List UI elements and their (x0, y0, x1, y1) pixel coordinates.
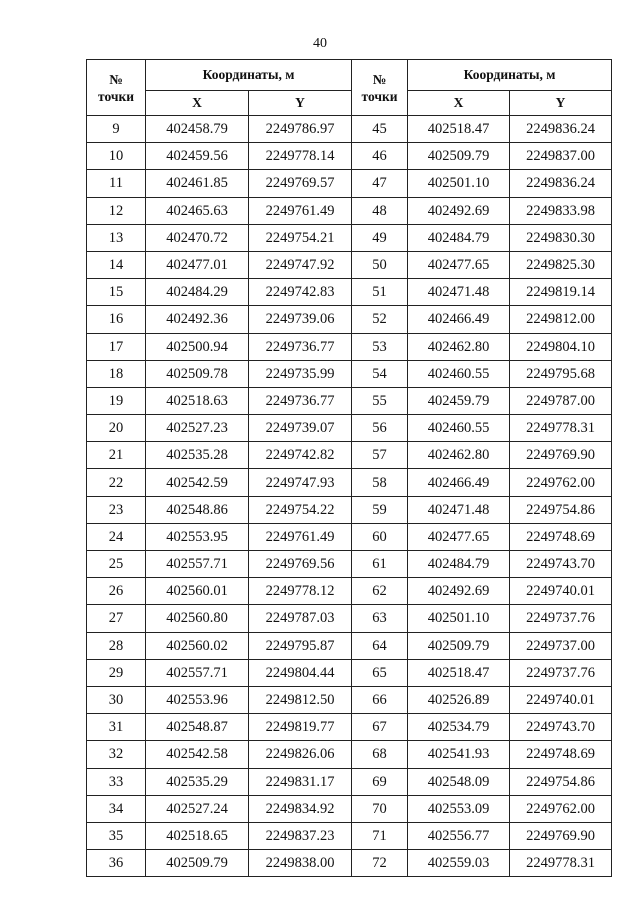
x-value-right: 402518.47 (408, 116, 510, 143)
number-sign: № (372, 71, 387, 87)
point-number-left: 21 (87, 442, 146, 469)
x-value-left: 402542.58 (146, 741, 249, 768)
point-number-right: 68 (352, 741, 408, 768)
point-number-left: 11 (87, 170, 146, 197)
x-value-left: 402560.01 (146, 578, 249, 605)
y-value-left: 2249819.77 (249, 714, 352, 741)
table-row (87, 224, 612, 251)
y-value-right: 2249819.14 (510, 279, 612, 306)
table-row (87, 605, 612, 632)
table-row (87, 496, 612, 523)
y-value-left: 2249735.99 (249, 360, 352, 387)
point-number-right: 62 (352, 578, 408, 605)
table-row (87, 741, 612, 768)
x-value-right: 402471.48 (408, 496, 510, 523)
x-value-right: 402553.09 (408, 795, 510, 822)
coordinates-header-right: Координаты, м (408, 60, 612, 91)
point-number-right: 56 (352, 415, 408, 442)
point-number-right: 46 (352, 143, 408, 170)
x-value-right: 402462.80 (408, 442, 510, 469)
table-row (87, 850, 612, 877)
x-value-left: 402458.79 (146, 116, 249, 143)
point-number-left: 9 (87, 116, 146, 143)
x-value-right: 402492.69 (408, 578, 510, 605)
x-value-right: 402484.79 (408, 224, 510, 251)
table-row (87, 714, 612, 741)
x-value-left: 402560.02 (146, 632, 249, 659)
y-value-left: 2249826.06 (249, 741, 352, 768)
y-value-right: 2249825.30 (510, 251, 612, 278)
x-value-right: 402548.09 (408, 768, 510, 795)
x-value-left: 402535.29 (146, 768, 249, 795)
point-number-right: 53 (352, 333, 408, 360)
y-value-right: 2249762.00 (510, 469, 612, 496)
y-value-left: 2249761.49 (249, 197, 352, 224)
point-number-left: 18 (87, 360, 146, 387)
point-number-left: 19 (87, 387, 146, 414)
y-value-right: 2249837.00 (510, 143, 612, 170)
table-row (87, 469, 612, 496)
table-row (87, 523, 612, 550)
point-number-left: 12 (87, 197, 146, 224)
x-value-right: 402501.10 (408, 170, 510, 197)
y-value-right: 2249737.76 (510, 659, 612, 686)
point-number-right: 60 (352, 523, 408, 550)
table-row (87, 686, 612, 713)
x-value-right: 402459.79 (408, 387, 510, 414)
point-number-left: 28 (87, 632, 146, 659)
y-value-right: 2249804.10 (510, 333, 612, 360)
point-number-left: 35 (87, 822, 146, 849)
point-number-left: 32 (87, 741, 146, 768)
point-number-left: 36 (87, 850, 146, 877)
x-value-left: 402509.79 (146, 850, 249, 877)
y-value-left: 2249739.07 (249, 415, 352, 442)
point-number-left: 23 (87, 496, 146, 523)
table-row (87, 251, 612, 278)
y-value-right: 2249812.00 (510, 306, 612, 333)
x-value-left: 402500.94 (146, 333, 249, 360)
y-value-right: 2249830.30 (510, 224, 612, 251)
y-value-left: 2249778.14 (249, 143, 352, 170)
x-value-left: 402492.36 (146, 306, 249, 333)
y-value-left: 2249787.03 (249, 605, 352, 632)
y-value-right: 2249836.24 (510, 116, 612, 143)
point-label: точки (97, 88, 135, 104)
point-number-right: 49 (352, 224, 408, 251)
point-number-left: 27 (87, 605, 146, 632)
coordinates-header-left: Координаты, м (146, 60, 352, 91)
point-number-right: 58 (352, 469, 408, 496)
y-value-right: 2249740.01 (510, 578, 612, 605)
x-value-right: 402518.47 (408, 659, 510, 686)
y-value-left: 2249739.06 (249, 306, 352, 333)
y-value-right: 2249795.68 (510, 360, 612, 387)
x-header-left: X (146, 91, 249, 116)
y-value-left: 2249736.77 (249, 387, 352, 414)
y-value-right: 2249748.69 (510, 523, 612, 550)
y-value-left: 2249786.97 (249, 116, 352, 143)
x-value-right: 402466.49 (408, 306, 510, 333)
x-value-right: 402462.80 (408, 333, 510, 360)
y-value-right: 2249743.70 (510, 551, 612, 578)
x-value-left: 402553.95 (146, 523, 249, 550)
x-value-right: 402541.93 (408, 741, 510, 768)
point-number-header-right (352, 60, 408, 116)
point-number-left: 25 (87, 551, 146, 578)
y-value-right: 2249740.01 (510, 686, 612, 713)
table-row (87, 306, 612, 333)
y-value-right: 2249737.76 (510, 605, 612, 632)
page-number: 40 (313, 36, 327, 51)
table-row (87, 442, 612, 469)
y-value-right: 2249836.24 (510, 170, 612, 197)
point-number-left: 16 (87, 306, 146, 333)
point-number-right: 50 (352, 251, 408, 278)
x-value-left: 402470.72 (146, 224, 249, 251)
x-value-left: 402509.78 (146, 360, 249, 387)
x-value-right: 402501.10 (408, 605, 510, 632)
x-value-left: 402518.63 (146, 387, 249, 414)
table-row (87, 143, 612, 170)
x-value-left: 402560.80 (146, 605, 249, 632)
x-value-left: 402542.59 (146, 469, 249, 496)
y-value-left: 2249804.44 (249, 659, 352, 686)
x-value-left: 402548.86 (146, 496, 249, 523)
x-value-left: 402553.96 (146, 686, 249, 713)
table-row (87, 822, 612, 849)
point-number-right: 72 (352, 850, 408, 877)
y-value-right: 2249743.70 (510, 714, 612, 741)
x-value-right: 402484.79 (408, 551, 510, 578)
y-value-left: 2249778.12 (249, 578, 352, 605)
point-number-right: 47 (352, 170, 408, 197)
y-value-left: 2249834.92 (249, 795, 352, 822)
point-number-right: 48 (352, 197, 408, 224)
point-number-right: 67 (352, 714, 408, 741)
point-number-right: 64 (352, 632, 408, 659)
table-row (87, 795, 612, 822)
table-row (87, 768, 612, 795)
x-value-left: 402527.24 (146, 795, 249, 822)
x-value-left: 402518.65 (146, 822, 249, 849)
x-value-left: 402459.56 (146, 143, 249, 170)
x-value-right: 402477.65 (408, 523, 510, 550)
x-value-left: 402535.28 (146, 442, 249, 469)
y-value-left: 2249769.56 (249, 551, 352, 578)
point-number-left: 33 (87, 768, 146, 795)
point-number-right: 61 (352, 551, 408, 578)
x-value-left: 402527.23 (146, 415, 249, 442)
x-value-right: 402460.55 (408, 360, 510, 387)
point-number-right: 65 (352, 659, 408, 686)
y-value-left: 2249838.00 (249, 850, 352, 877)
point-label: точки (361, 88, 398, 104)
x-value-right: 402477.65 (408, 251, 510, 278)
table-row (87, 387, 612, 414)
y-value-left: 2249736.77 (249, 333, 352, 360)
x-value-right: 402509.79 (408, 143, 510, 170)
y-header-right: Y (510, 91, 612, 116)
point-number-right: 51 (352, 279, 408, 306)
x-value-left: 402477.01 (146, 251, 249, 278)
y-value-right: 2249769.90 (510, 822, 612, 849)
y-value-left: 2249747.93 (249, 469, 352, 496)
x-value-right: 402556.77 (408, 822, 510, 849)
number-sign: № (109, 71, 123, 87)
table-row (87, 659, 612, 686)
x-value-right: 402526.89 (408, 686, 510, 713)
y-value-left: 2249837.23 (249, 822, 352, 849)
y-value-right: 2249787.00 (510, 387, 612, 414)
point-number-right: 52 (352, 306, 408, 333)
table-row (87, 170, 612, 197)
point-number-left: 14 (87, 251, 146, 278)
x-value-left: 402548.87 (146, 714, 249, 741)
point-number-left: 13 (87, 224, 146, 251)
table-row (87, 333, 612, 360)
y-value-right: 2249762.00 (510, 795, 612, 822)
x-value-right: 402534.79 (408, 714, 510, 741)
y-value-right: 2249769.90 (510, 442, 612, 469)
y-value-right: 2249778.31 (510, 415, 612, 442)
point-number-left: 17 (87, 333, 146, 360)
y-header-left: Y (249, 91, 352, 116)
x-value-right: 402559.03 (408, 850, 510, 877)
y-value-left: 2249812.50 (249, 686, 352, 713)
table-row (87, 632, 612, 659)
point-number-right: 59 (352, 496, 408, 523)
point-number-left: 30 (87, 686, 146, 713)
table-row (87, 116, 612, 143)
y-value-left: 2249747.92 (249, 251, 352, 278)
point-number-left: 34 (87, 795, 146, 822)
point-number-right: 63 (352, 605, 408, 632)
point-number-right: 45 (352, 116, 408, 143)
y-value-right: 2249778.31 (510, 850, 612, 877)
y-value-left: 2249795.87 (249, 632, 352, 659)
x-value-left: 402461.85 (146, 170, 249, 197)
coordinates-table (86, 59, 612, 877)
x-value-right: 402509.79 (408, 632, 510, 659)
point-number-left: 10 (87, 143, 146, 170)
y-value-left: 2249769.57 (249, 170, 352, 197)
x-value-right: 402460.55 (408, 415, 510, 442)
point-number-left: 22 (87, 469, 146, 496)
x-value-left: 402484.29 (146, 279, 249, 306)
y-value-left: 2249742.83 (249, 279, 352, 306)
x-header-right: X (408, 91, 510, 116)
x-value-right: 402466.49 (408, 469, 510, 496)
table-row (87, 415, 612, 442)
y-value-left: 2249831.17 (249, 768, 352, 795)
table-row (87, 360, 612, 387)
y-value-left: 2249742.82 (249, 442, 352, 469)
point-number-left: 29 (87, 659, 146, 686)
x-value-right: 402471.48 (408, 279, 510, 306)
point-number-left: 24 (87, 523, 146, 550)
point-number-left: 20 (87, 415, 146, 442)
point-number-left: 31 (87, 714, 146, 741)
point-number-left: 26 (87, 578, 146, 605)
point-number-right: 69 (352, 768, 408, 795)
point-number-header-left (87, 60, 146, 116)
point-number-right: 54 (352, 360, 408, 387)
y-value-right: 2249748.69 (510, 741, 612, 768)
y-value-right: 2249754.86 (510, 768, 612, 795)
table-row (87, 279, 612, 306)
x-value-left: 402557.71 (146, 659, 249, 686)
table-row (87, 551, 612, 578)
y-value-left: 2249754.21 (249, 224, 352, 251)
x-value-left: 402465.63 (146, 197, 249, 224)
x-value-right: 402492.69 (408, 197, 510, 224)
x-value-left: 402557.71 (146, 551, 249, 578)
y-value-right: 2249754.86 (510, 496, 612, 523)
point-number-left: 15 (87, 279, 146, 306)
table-row (87, 197, 612, 224)
y-value-right: 2249833.98 (510, 197, 612, 224)
y-value-left: 2249754.22 (249, 496, 352, 523)
y-value-right: 2249737.00 (510, 632, 612, 659)
point-number-right: 70 (352, 795, 408, 822)
point-number-right: 71 (352, 822, 408, 849)
point-number-right: 57 (352, 442, 408, 469)
y-value-left: 2249761.49 (249, 523, 352, 550)
point-number-right: 55 (352, 387, 408, 414)
point-number-right: 66 (352, 686, 408, 713)
table-row (87, 578, 612, 605)
